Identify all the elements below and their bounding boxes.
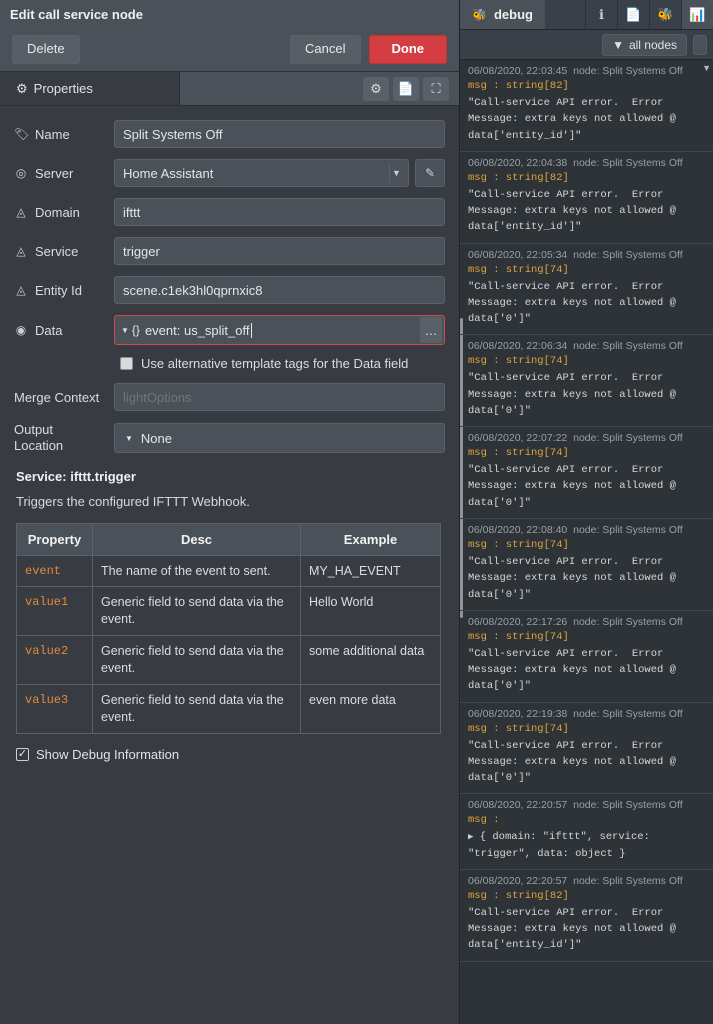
- header-example: Example: [301, 523, 441, 555]
- row-desc: Generic field to send data via the event.: [93, 587, 301, 636]
- data-label: Data: [35, 322, 63, 338]
- alt-template-tags-checkbox[interactable]: [120, 357, 133, 370]
- delete-button[interactable]: Delete: [12, 35, 80, 63]
- tabbar-filler: [180, 72, 363, 105]
- log-timestamp: 06/08/2020, 22:05:34: [468, 248, 568, 261]
- tab-debug-label: debug: [493, 7, 533, 22]
- chevron-down-icon: ▼: [125, 433, 133, 443]
- data-input[interactable]: [145, 323, 420, 338]
- log-msg-type: msg : string[74]: [468, 263, 569, 276]
- entity-id-row: [14, 276, 445, 304]
- debug-filter-bar: [460, 30, 713, 60]
- list-item[interactable]: [460, 335, 713, 427]
- log-timestamp: 06/08/2020, 22:03:45: [468, 65, 568, 77]
- log-node: node: Split Systems Off: [573, 523, 683, 536]
- log-meta: [468, 340, 705, 352]
- log-node: node: Split Systems Off: [573, 707, 683, 720]
- server-label-group: [14, 166, 114, 181]
- row-example: some additional data: [301, 636, 441, 685]
- cube-icon: ◬: [16, 205, 26, 219]
- log-node: node: Split Systems Off: [573, 615, 683, 628]
- list-item[interactable]: [460, 611, 713, 703]
- log-body[interactable]: [468, 829, 705, 862]
- data-expand-button[interactable]: …: [420, 317, 442, 343]
- chevron-down-icon[interactable]: ▼: [702, 63, 711, 73]
- output-location-row: [14, 422, 445, 455]
- log-timestamp: 06/08/2020, 22:20:57: [468, 799, 568, 812]
- row-example: Hello World: [301, 587, 441, 636]
- name-input[interactable]: [114, 120, 445, 148]
- log-msg-type: msg : string[82]: [468, 889, 569, 902]
- table-row: [17, 587, 441, 636]
- log-body: "Call-service API error. Error Message: extra keys not allowed @ data['0']": [468, 555, 683, 601]
- domain-label-group: [14, 205, 114, 220]
- log-meta: [468, 157, 705, 169]
- domain-row: [14, 198, 445, 226]
- merge-context-label-group: [14, 390, 114, 405]
- entity-id-label-group: [14, 283, 114, 298]
- chevron-down-icon: ▼: [121, 325, 129, 335]
- data-input-value: event: us_split_off: [144, 322, 250, 338]
- tab-debug[interactable]: [460, 0, 545, 29]
- log-body: "Call-service API error. Error Message: extra keys not allowed @ data['entity_id']": [468, 906, 683, 952]
- target-icon: ◉: [15, 323, 27, 337]
- table-row: [17, 684, 441, 733]
- log-body: "Call-service API error. Error Message: extra keys not allowed @ data['0']": [468, 739, 683, 785]
- gear-icon: ⚙: [16, 80, 28, 96]
- server-select[interactable]: Home Assistant: [114, 159, 409, 187]
- list-item[interactable]: [460, 703, 713, 795]
- debug-tabbar: [460, 0, 713, 30]
- header-desc: Desc: [93, 523, 301, 555]
- properties-form: [0, 106, 459, 1024]
- log-msg-type: msg : string[82]: [468, 80, 569, 92]
- log-node: node: Split Systems Off: [573, 340, 683, 353]
- output-location-label-group: [14, 422, 114, 455]
- row-desc: Generic field to send data via the event.: [93, 636, 301, 685]
- log-meta: [468, 65, 705, 77]
- data-type-label: {}: [131, 323, 140, 337]
- log-msg-type: msg : string[74]: [468, 447, 569, 460]
- log-meta: [468, 875, 705, 887]
- log-timestamp: 06/08/2020, 22:19:38: [468, 707, 568, 720]
- list-item[interactable]: [460, 152, 713, 244]
- list-item[interactable]: [460, 60, 713, 152]
- text-cursor: [251, 323, 252, 338]
- log-node: node: Split Systems Off: [573, 156, 683, 169]
- chevron-down-icon: ▼: [389, 163, 403, 183]
- output-location-label-line1: Output: [14, 422, 54, 437]
- done-button[interactable]: Done: [369, 35, 448, 63]
- log-msg-type: msg : string[74]: [468, 722, 569, 735]
- log-meta: [468, 799, 705, 811]
- cube-icon: ◬: [16, 244, 26, 258]
- log-timestamp: 06/08/2020, 22:04:38: [468, 156, 568, 169]
- list-item[interactable]: [460, 427, 713, 519]
- panel-title-bar: [0, 0, 459, 28]
- alt-template-tags-row[interactable]: [120, 356, 445, 371]
- merge-context-row: [14, 383, 445, 411]
- log-msg-type: msg : string[74]: [468, 355, 569, 368]
- table-row: [17, 555, 441, 587]
- name-label: Name: [35, 126, 70, 142]
- output-location-value: None: [140, 430, 172, 446]
- service-info-description: Triggers the configured IFTTT Webhook.: [16, 493, 250, 509]
- log-node: node: Split Systems Off: [573, 248, 683, 261]
- log-node: node: Split Systems Off: [573, 65, 683, 77]
- list-item[interactable]: [460, 519, 713, 611]
- document-icon-button[interactable]: 📄: [617, 0, 649, 29]
- cancel-button[interactable]: Cancel: [290, 35, 360, 63]
- log-msg-type: msg : string[74]: [468, 538, 569, 551]
- server-row: [14, 159, 445, 187]
- row-desc: The name of the event to sent.: [93, 555, 301, 587]
- log-object-value: { domain: "ifttt", service: "trigger", data: object }: [468, 831, 657, 860]
- service-properties-table: [16, 523, 441, 734]
- name-row: [14, 120, 445, 148]
- log-timestamp: 06/08/2020, 22:17:26: [468, 615, 568, 628]
- list-item[interactable]: [460, 244, 713, 336]
- log-body: "Call-service API error. Error Message: extra keys not allowed @ data['0']": [468, 464, 683, 509]
- domain-label: Domain: [35, 204, 80, 220]
- log-meta: [468, 432, 705, 444]
- service-row: [14, 237, 445, 265]
- row-property: value2: [17, 636, 93, 685]
- show-debug-info-checkbox[interactable]: ✓: [17, 747, 28, 760]
- log-msg-type: msg : string[82]: [468, 171, 569, 184]
- name-label-group: [14, 127, 114, 142]
- row-example: even more data: [301, 684, 441, 733]
- edit-toolbar: [0, 28, 459, 72]
- chart-icon-button[interactable]: 📊: [681, 0, 713, 29]
- domain-input[interactable]: [114, 198, 445, 226]
- merge-context-label: Merge Context: [14, 389, 100, 405]
- data-label-group: [14, 323, 114, 338]
- server-icon: ◎: [15, 166, 27, 180]
- all-nodes-filter-button[interactable]: [602, 34, 687, 56]
- list-item[interactable]: [460, 794, 713, 870]
- edit-server-button[interactable]: ✎: [415, 159, 445, 187]
- properties-tabbar: [0, 72, 459, 106]
- funnel-icon: ▼: [612, 37, 624, 52]
- log-node: node: Split Systems Off: [573, 874, 683, 887]
- log-body: "Call-service API error. Error Message: extra keys not allowed @ data['entity_id']": [468, 188, 683, 234]
- tab-properties[interactable]: [0, 72, 180, 105]
- server-label: Server: [35, 165, 74, 181]
- output-location-label-line2: Location: [14, 438, 64, 454]
- entity-id-label: Entity Id: [35, 282, 82, 298]
- log-timestamp: 06/08/2020, 22:08:40: [468, 523, 568, 536]
- filter-options-button[interactable]: [693, 35, 707, 55]
- row-property: value3: [17, 684, 93, 733]
- debug-log-list[interactable]: [460, 60, 713, 1024]
- tab-properties-label: Properties: [33, 81, 93, 96]
- log-body: "Call-service API error. Error Message: extra keys not allowed @ data['0']": [468, 647, 683, 693]
- log-timestamp: 06/08/2020, 22:06:34: [468, 340, 568, 353]
- show-debug-info-label: Show Debug Information: [36, 746, 180, 762]
- log-body: "Call-service API error. Error Message: extra keys not allowed @ data['0']": [468, 280, 683, 326]
- entity-id-input[interactable]: [114, 276, 445, 304]
- log-timestamp: 06/08/2020, 22:20:57: [468, 874, 568, 887]
- expand-arrow-icon[interactable]: ▶: [468, 832, 474, 843]
- data-type-selector[interactable]: [119, 323, 145, 337]
- server-field-wrap: [114, 159, 445, 187]
- row-property: event: [17, 555, 93, 587]
- table-row: [17, 636, 441, 685]
- row-desc: Generic field to send data via the event.: [93, 684, 301, 733]
- cube-icon: ◬: [16, 283, 26, 297]
- log-timestamp: 06/08/2020, 22:07:22: [468, 432, 568, 445]
- debug-panel: [460, 0, 713, 1024]
- service-input[interactable]: [114, 237, 445, 265]
- page-title: Edit call service node: [10, 6, 143, 22]
- list-item[interactable]: [460, 870, 713, 962]
- service-info-title: Service: ifttt.trigger: [16, 468, 136, 484]
- document-icon-button[interactable]: 📄: [393, 77, 419, 101]
- bug-icon: 🐝: [472, 7, 487, 22]
- merge-context-input[interactable]: [114, 383, 445, 411]
- output-location-select[interactable]: [114, 423, 445, 453]
- log-meta: [468, 708, 705, 720]
- header-property: Property: [17, 523, 93, 555]
- service-label-group: [14, 244, 114, 259]
- server-select-wrap: [114, 159, 409, 187]
- log-body: "Call-service API error. Error Message: extra keys not allowed @ data['0']": [468, 372, 683, 417]
- log-msg-type: msg : string[74]: [468, 630, 569, 643]
- row-example: MY_HA_EVENT: [301, 555, 441, 587]
- tag-icon: 🏷: [14, 127, 30, 141]
- data-row: [14, 315, 445, 345]
- log-body: "Call-service API error. Error Message: extra keys not allowed @ data['entity_id']": [468, 97, 683, 142]
- log-meta: [468, 249, 705, 261]
- row-property: value1: [17, 587, 93, 636]
- log-msg-type: msg :: [468, 814, 500, 827]
- log-node: node: Split Systems Off: [573, 432, 683, 445]
- log-meta: [468, 524, 705, 536]
- debug-tab-icons: [585, 0, 713, 29]
- log-node: node: Split Systems Off: [573, 799, 683, 812]
- alt-template-tags-label: Use alternative template tags for the Data field: [141, 356, 409, 371]
- show-debug-info-row[interactable]: [16, 747, 445, 762]
- gear-icon-button[interactable]: ⚙: [363, 77, 389, 101]
- all-nodes-filter-label: all nodes: [628, 37, 677, 52]
- data-field[interactable]: [114, 315, 445, 345]
- bug-icon-button[interactable]: 🐝: [649, 0, 681, 29]
- log-meta: [468, 616, 705, 628]
- info-icon-button[interactable]: ℹ: [585, 0, 617, 29]
- tab-icon-group: [363, 72, 459, 105]
- expand-icon-button[interactable]: ⛶: [423, 77, 449, 101]
- table-header-row: [17, 523, 441, 555]
- service-label: Service: [35, 243, 79, 259]
